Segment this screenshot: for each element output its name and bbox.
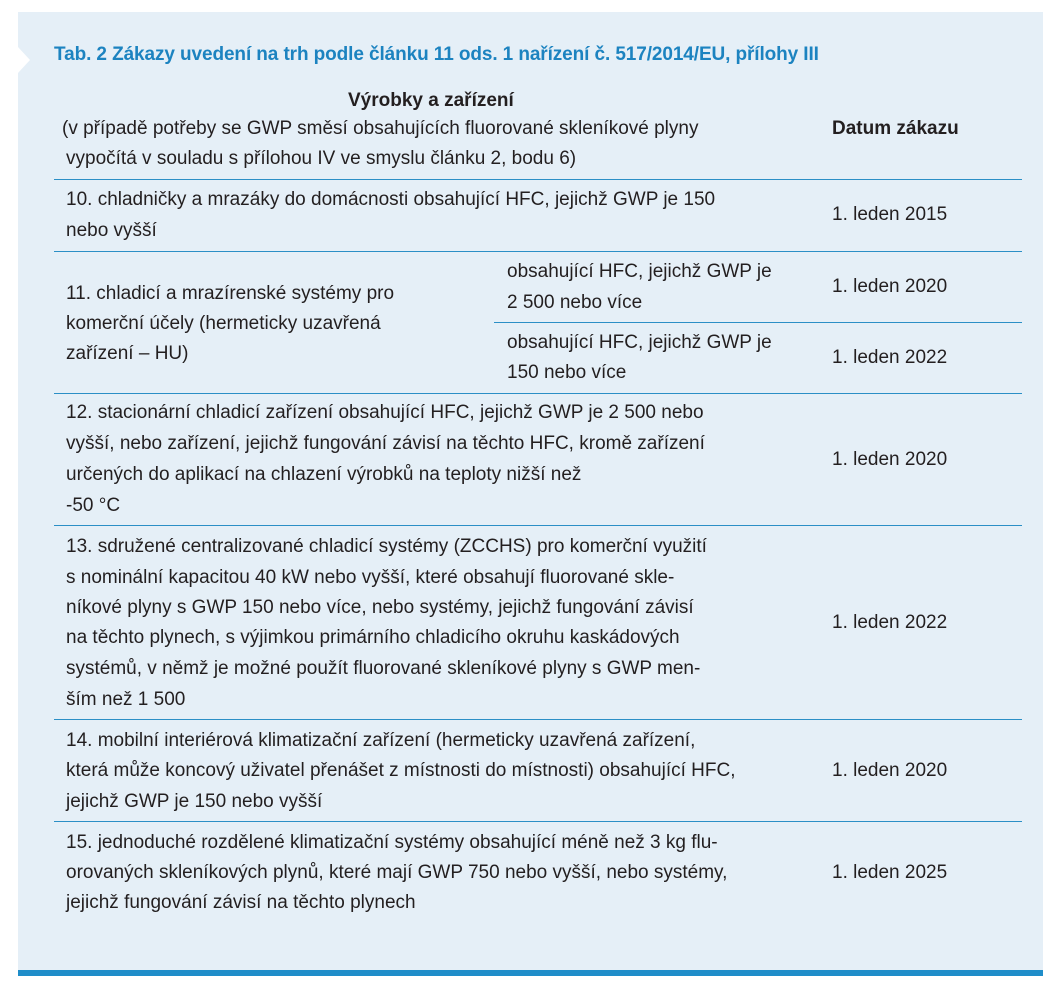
bottom-rule: [18, 970, 1043, 976]
row-11-text-line-2: komerční účely (hermeticky uzavřená: [66, 313, 381, 334]
row-15-text-line-2: orovaných skleníkových plynů, které mají GWP 750 nebo vyšší, nebo systémy,: [66, 862, 728, 883]
row-11b-date: 1. leden 2022: [832, 347, 948, 368]
row-15-text-line-1: 15. jednoduché rozdělené klimatizační systémy obsahující méně než 3 kg flu-: [66, 832, 718, 853]
row-divider: [54, 251, 1022, 252]
date-heading: Datum zákazu: [832, 118, 959, 139]
row-14-date: 1. leden 2020: [832, 760, 948, 781]
row-12-text-line-2: vyšší, nebo zařízení, jejichž fungování závisí na těchto HFC, kromě zařízení: [66, 433, 705, 454]
row-15-date: 1. leden 2025: [832, 862, 948, 883]
row-11a-date: 1. leden 2020: [832, 276, 948, 297]
row-13-text-line-6: ším než 1 500: [66, 689, 186, 710]
row-13-text-line-2: s nominální kapacitou 40 kW nebo vyšší, které obsahují fluorované skle-: [66, 567, 675, 588]
panel-notch: [18, 47, 30, 73]
row-10-date: 1. leden 2015: [832, 204, 948, 225]
row-divider: [54, 179, 1022, 180]
products-note-line-2: vypočítá v souladu s přílohou IV ve smyslu článku 2, bodu 6): [66, 148, 577, 169]
products-heading: Výrobky a zařízení: [348, 90, 514, 111]
row-14-text-line-1: 14. mobilní interiérová klimatizační zařízení (hermeticky uzavřená zařízení,: [66, 730, 696, 751]
row-11b-text-line-2: 150 nebo více: [507, 362, 627, 383]
row-12-text-line-1: 12. stacionární chladicí zařízení obsahující HFC, jejichž GWP je 2 500 nebo: [66, 402, 704, 423]
row-12-text-line-3: určených do aplikací na chlazení výrobků na teploty nižší než: [66, 464, 582, 485]
row-10-text-line-2: nebo vyšší: [66, 220, 157, 241]
row-11a-text-line-1: obsahující HFC, jejichž GWP je: [507, 261, 772, 282]
row-11b-text-line-1: obsahující HFC, jejichž GWP je: [507, 332, 772, 353]
products-note-line-1: (v případě potřeby se GWP směsí obsahujících fluorované skleníkové plyny: [62, 118, 699, 139]
row-12-date: 1. leden 2020: [832, 449, 948, 470]
row-12-text-line-4: -50 °C: [66, 495, 121, 516]
row-15-text-line-3: jejichž fungování závisí na těchto plynech: [66, 892, 416, 913]
row-10-text-line-1: 10. chladničky a mrazáky do domácnosti obsahující HFC, jejichž GWP je 150: [66, 189, 716, 210]
row-divider: [54, 525, 1022, 526]
row-divider: [54, 821, 1022, 822]
row-13-text-line-5: systémů, v němž je možné použít fluorované skleníkové plyny s GWP men-: [66, 658, 701, 679]
row-13-text-line-3: níkové plyny s GWP 150 nebo více, nebo systémy, jejichž fungování závisí: [66, 597, 694, 618]
row-11-text-line-3: zařízení – HU): [66, 343, 189, 364]
row-14-text-line-2: která může koncový uživatel přenášet z místnosti do místnosti) obsahující HFC,: [66, 760, 736, 781]
row-divider: [54, 719, 1022, 720]
row-11-text-line-1: 11. chladicí a mrazírenské systémy pro: [66, 283, 395, 304]
subrow-divider: [494, 322, 1022, 323]
row-11a-text-line-2: 2 500 nebo více: [507, 292, 643, 313]
table-title: Tab. 2 Zákazy uvedení na trh podle článku 11 ods. 1 nařízení č. 517/2014/EU, přílohy III: [54, 44, 819, 65]
row-13-text-line-1: 13. sdružené centralizované chladicí systémy (ZCCHS) pro komerční využití: [66, 536, 707, 557]
row-13-text-line-4: na těchto plynech, s výjimkou primárního chladicího okruhu kaskádových: [66, 627, 680, 648]
row-13-date: 1. leden 2022: [832, 612, 948, 633]
row-14-text-line-3: jejichž GWP je 150 nebo vyšší: [66, 791, 323, 812]
row-divider: [54, 393, 1022, 394]
